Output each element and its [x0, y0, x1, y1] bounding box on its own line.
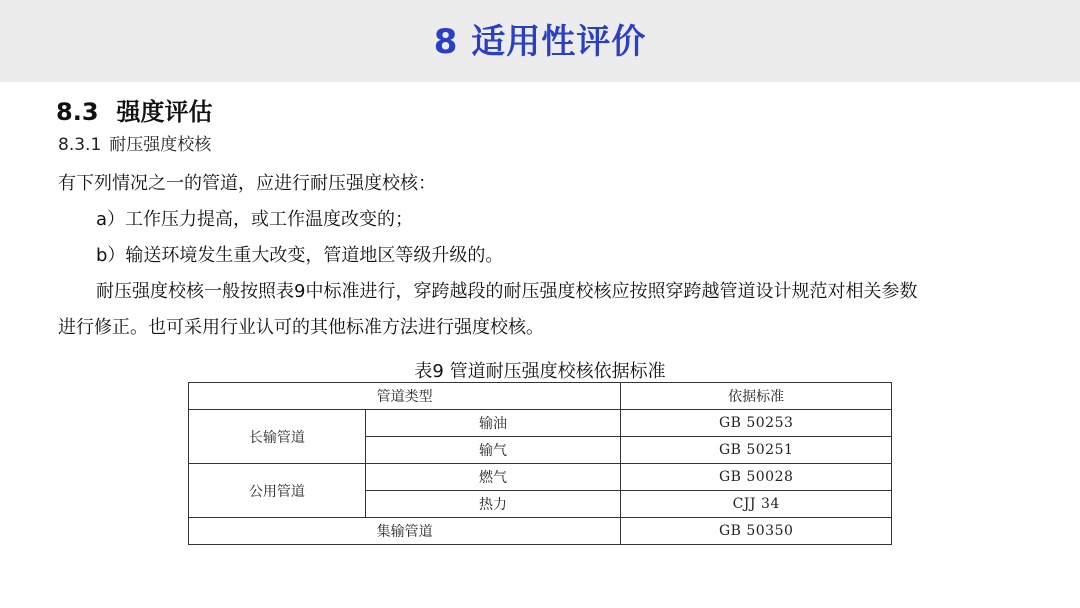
standard-cell: GB 50350 — [621, 518, 892, 545]
table-header-row — [189, 383, 892, 410]
subsection-title: 耐压强度校核 — [109, 135, 212, 155]
standard-cell: CJJ 34 — [621, 491, 892, 518]
table-row — [189, 518, 892, 545]
intro-text: 有下列情况之一的管道，应进行耐压强度校核： — [58, 173, 436, 194]
category-cell: 集输管道 — [189, 518, 621, 545]
standards-table — [188, 382, 892, 545]
table-row — [189, 410, 892, 437]
header-pipeline-type: 管道类型 — [189, 383, 621, 410]
subtype-cell: 热力 — [365, 491, 621, 518]
subsection-heading — [58, 130, 211, 155]
table-row — [189, 464, 892, 491]
subsection-number: 8.3.1 — [58, 135, 102, 155]
paragraph-line-2: 进行修正。也可采用行业认可的其他标准方法进行强度校核。 — [58, 317, 544, 338]
standard-cell: GB 50251 — [621, 437, 892, 464]
list-item-a: a）工作压力提高，或工作温度改变的； — [96, 209, 414, 230]
list-item-b: b）输送环境发生重大改变，管道地区等级升级的。 — [96, 245, 504, 266]
page-title: 8 适用性评价 — [433, 22, 647, 62]
category-cell: 长输管道 — [189, 410, 366, 464]
section-number: 8.3 — [56, 98, 99, 126]
subtype-cell: 输油 — [365, 410, 621, 437]
table-caption: 表9 管道耐压强度校核依据标准 — [414, 361, 666, 382]
header-standard: 依据标准 — [621, 383, 892, 410]
section-heading — [56, 92, 213, 127]
standard-cell: GB 50028 — [621, 464, 892, 491]
subtype-cell: 输气 — [365, 437, 621, 464]
category-cell: 公用管道 — [189, 464, 366, 518]
paragraph-line-1: 耐压强度校核一般按照表9中标准进行，穿跨越段的耐压强度校核应按照穿跨越管道设计规范对相关参数 — [96, 281, 918, 302]
subtype-cell: 燃气 — [365, 464, 621, 491]
section-title: 强度评估 — [116, 98, 213, 126]
standard-cell: GB 50253 — [621, 410, 892, 437]
